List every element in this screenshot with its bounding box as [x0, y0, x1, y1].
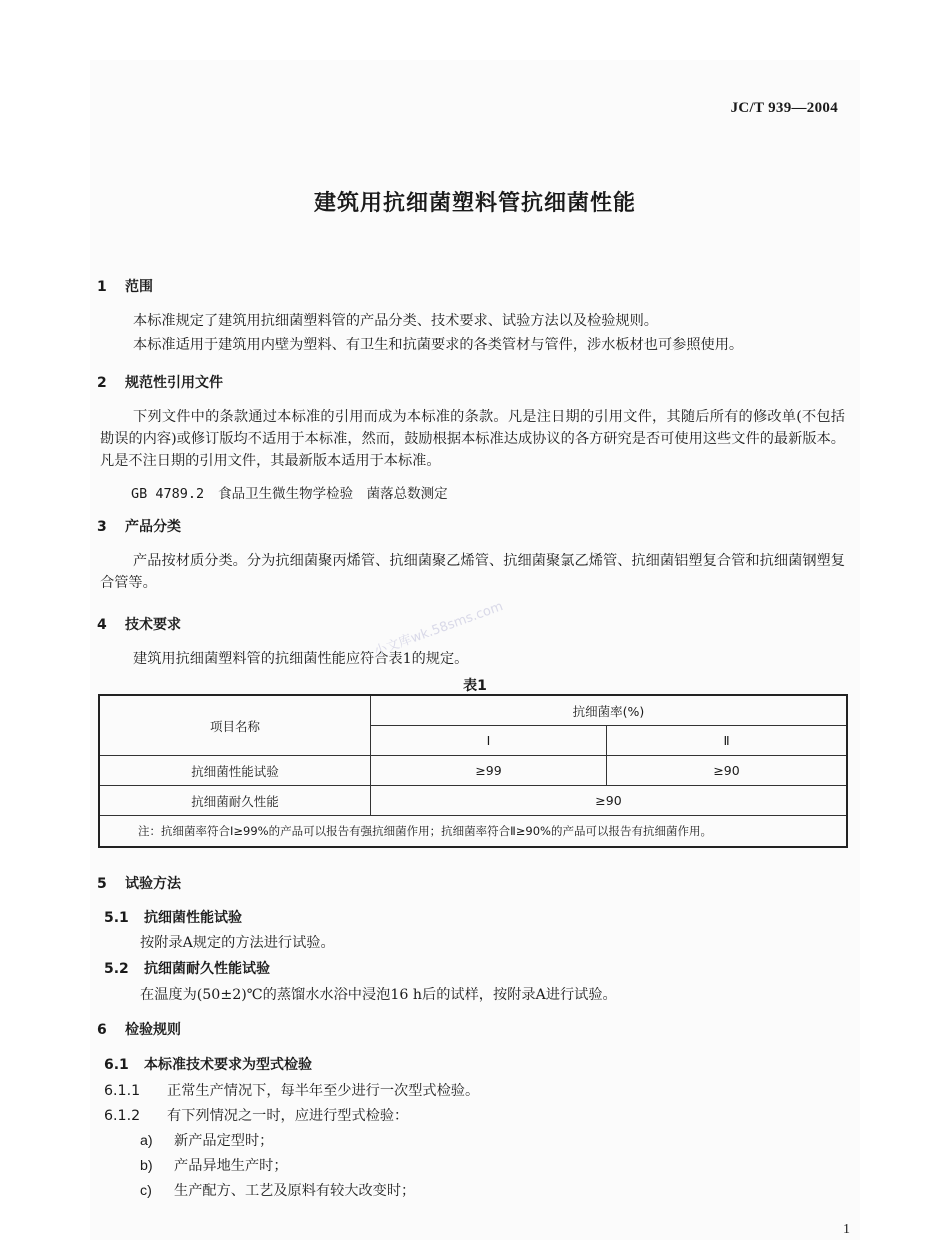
page-number: 1 — [843, 1222, 850, 1237]
section-number: 6 — [97, 1022, 107, 1038]
clause-text: 正常生产情况下，每半年至少进行一次型式检验。 — [167, 1083, 480, 1099]
header-grade-1: Ⅰ — [371, 726, 607, 756]
section-title: 检验规则 — [125, 1022, 181, 1038]
subsection-5-1-heading — [104, 907, 242, 927]
document-title: 建筑用抗细菌塑料管抗细菌性能 — [313, 191, 636, 216]
watermark: 小文库wk.58sms.com — [372, 599, 506, 660]
table-note: 注：抗细菌率符合Ⅰ≥99%的产品可以报告有强抗细菌作用；抗细菌率符合Ⅱ≥90%的产品可以报告有抗细菌作用。 — [99, 816, 847, 848]
subsection-title: 抗细菌耐久性能试验 — [144, 961, 270, 977]
row-name: 抗细菌耐久性能 — [99, 786, 371, 816]
section-title: 产品分类 — [125, 519, 181, 535]
section-3-heading — [97, 516, 181, 536]
section-6-heading — [97, 1019, 181, 1039]
subsection-5-1-text: 按附录A规定的方法进行试验。 — [140, 935, 335, 951]
subsection-title: 抗细菌性能试验 — [144, 910, 242, 926]
section-4-heading — [97, 614, 181, 634]
section-number: 5 — [97, 876, 107, 892]
section-5-heading — [97, 873, 181, 893]
list-marker: b) — [140, 1158, 153, 1174]
section-title: 规范性引用文件 — [125, 375, 223, 391]
section-1-para-2: 本标准适用于建筑用内壁为塑料、有卫生和抗菌要求的各类管材与管件，涉水板材也可参照使用。 — [133, 337, 744, 353]
reference-title: 食品卫生微生物学检验 菌落总数测定 — [218, 486, 448, 502]
row-value-grade-2: ≥90 — [607, 756, 847, 786]
table-row — [99, 786, 847, 816]
section-number: 2 — [97, 375, 107, 391]
list-item — [140, 1130, 273, 1150]
list-item — [140, 1180, 415, 1200]
clause-text: 有下列情况之一时，应进行型式检验： — [167, 1108, 409, 1124]
subsection-6-1-heading — [104, 1054, 312, 1074]
section-3-para-1: 产品按材质分类。分为抗细菌聚丙烯管、抗细菌聚乙烯管、抗细菌聚氯乙烯管、抗细菌铝塑复合管和抗细菌钢塑复合管等。 — [100, 553, 845, 591]
list-item — [140, 1155, 288, 1175]
normative-reference — [131, 482, 462, 502]
list-text: 产品异地生产时； — [174, 1158, 288, 1174]
section-title: 技术要求 — [125, 617, 181, 633]
table-row — [99, 756, 847, 786]
section-2-para-1: 下列文件中的条款通过本标准的引用而成为本标准的条款。凡是注日期的引用文件，其随后所有的修改单(不包括勘误的内容)或修订版均不适用于本标准，然而，鼓励根据本标准达成协议的各方研究是否可使用这些文件的最新版本。凡是不注日期的引用文件，其最新版本适用于本标准。 — [100, 409, 845, 469]
section-2-heading — [97, 372, 223, 392]
clause-6-1-1 — [104, 1080, 479, 1100]
section-4-para-1: 建筑用抗细菌塑料管的抗细菌性能应符合表1的规定。 — [133, 651, 469, 667]
list-text: 生产配方、工艺及原料有较大改变时； — [174, 1183, 416, 1199]
subsection-title: 本标准技术要求为型式检验 — [144, 1057, 312, 1073]
section-number: 4 — [97, 617, 107, 633]
section-number: 1 — [97, 279, 107, 295]
table-caption: 表1 — [463, 678, 487, 694]
section-1-heading — [97, 276, 153, 296]
clause-number: 6.1.1 — [104, 1083, 141, 1099]
subsection-5-2-heading — [104, 958, 270, 978]
subsection-number: 6.1 — [104, 1057, 129, 1073]
section-title: 范围 — [125, 279, 153, 295]
section-title: 试验方法 — [125, 876, 181, 892]
reference-code: GB 4789.2 — [131, 486, 205, 502]
header-grade-2: Ⅱ — [607, 726, 847, 756]
row-value-grade-1: ≥99 — [371, 756, 607, 786]
clause-6-1-2 — [104, 1105, 408, 1125]
row-value: ≥90 — [371, 786, 848, 816]
list-marker: c) — [140, 1183, 152, 1199]
subsection-number: 5.2 — [104, 961, 129, 977]
header-rate: 抗细菌率(%) — [371, 695, 848, 726]
subsection-number: 5.1 — [104, 910, 129, 926]
table-1 — [98, 694, 848, 848]
section-1-para-1: 本标准规定了建筑用抗细菌塑料管的产品分类、技术要求、试验方法以及检验规则。 — [133, 313, 658, 329]
section-number: 3 — [97, 519, 107, 535]
subsection-5-2-text: 在温度为(50±2)℃的蒸馏水水浴中浸泡16 h后的试样，按附录A进行试验。 — [140, 987, 617, 1003]
list-text: 新产品定型时； — [174, 1133, 274, 1149]
header-item-name: 项目名称 — [99, 695, 371, 756]
clause-number: 6.1.2 — [104, 1108, 141, 1124]
standard-code: JC/T 939—2004 — [730, 100, 838, 116]
row-name: 抗细菌性能试验 — [99, 756, 371, 786]
list-marker: a) — [140, 1133, 153, 1149]
